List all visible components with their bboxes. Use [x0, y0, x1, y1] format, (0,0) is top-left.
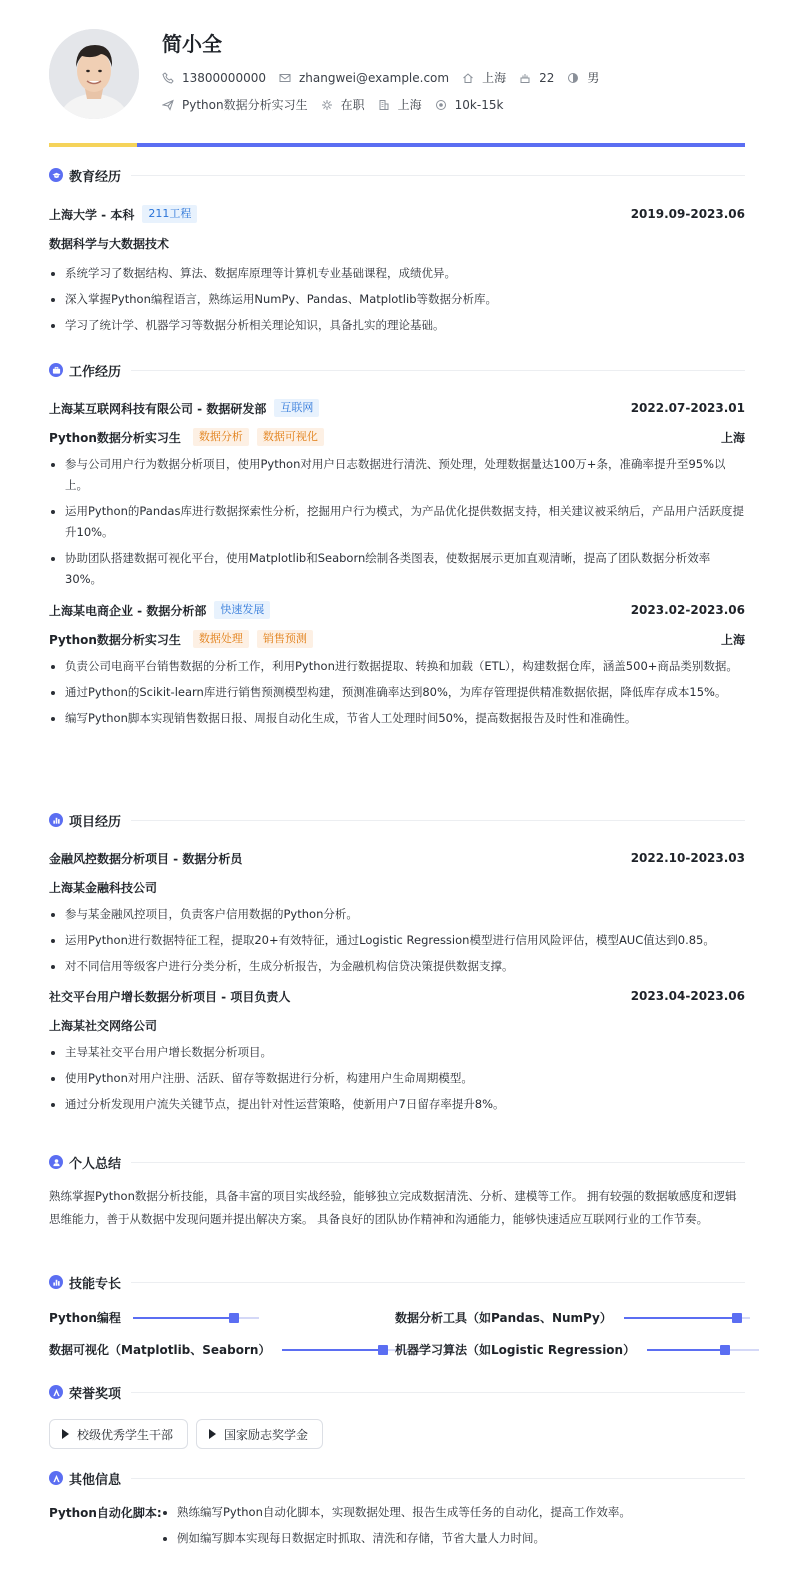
status-icon: [321, 99, 333, 111]
education-item: [49, 204, 745, 336]
skill-item: [49, 1341, 408, 1358]
project-item: [49, 986, 745, 1115]
skill-item: [395, 1309, 750, 1326]
avatar: [49, 29, 139, 119]
awards-list: [49, 1419, 745, 1449]
cake-icon: [519, 72, 531, 84]
coin-icon: [435, 99, 447, 111]
work-section: [49, 360, 745, 734]
section-title: [49, 810, 745, 830]
company-name: 上海某互联网科技有限公司 - 数据研发部: [49, 401, 267, 416]
age-text: 22: [539, 70, 555, 85]
company-tag: 快速发展: [214, 601, 270, 619]
list-item: 熟练编写Python自动化脚本，实现数据处理、报告生成等任务的自动化，提高工作效率。: [161, 1502, 745, 1523]
date-range: 2022.10-2023.03: [630, 851, 745, 865]
section-label: 工作经历: [69, 364, 122, 380]
phone-item: [162, 71, 266, 85]
skill-level-knob: [732, 1313, 742, 1323]
work-bullets: [49, 656, 745, 729]
project-org: 上海某金融科技公司: [49, 880, 158, 895]
award-label: 校级优秀学生干部: [77, 1427, 174, 1442]
section-label: 荣誉奖项: [69, 1386, 122, 1402]
summary-section: [49, 1152, 745, 1231]
section-title: [49, 1468, 745, 1488]
other-bullets: [161, 1502, 745, 1554]
play-icon: [62, 1429, 69, 1439]
target-city-item: [378, 96, 422, 113]
list-item: 负责公司电商平台销售数据的分析工作，利用Python进行数据提取、转换和加载（ETL），构建数据仓库，涵盖500+商品类别数据。: [49, 656, 745, 677]
section-title: [49, 360, 745, 380]
list-item: 编写Python脚本实现销售数据日报、周报自动化生成，节省人工处理时间50%，提高数据报告及时性和准确性。: [49, 708, 745, 729]
date-range: 2023.02-2023.06: [630, 603, 745, 617]
skill-name: 机器学习算法（如Logistic Regression）: [395, 1343, 636, 1357]
play-icon: [209, 1429, 216, 1439]
list-item: 例如编写脚本实现每日数据定时抓取、清洗和存储，节省大量人力时间。: [161, 1528, 745, 1549]
list-item: 协助团队搭建数据可视化平台，使用Matplotlib和Seaborn绘制各类图表，使数据展示更加直观清晰，提高了团队数据分析效率30%。: [49, 548, 745, 590]
skills-section: [49, 1272, 745, 1360]
phone-text: 13800000000: [182, 70, 266, 85]
target-role-text: Python数据分析实习生: [182, 98, 308, 112]
skill-level-knob: [378, 1345, 388, 1355]
section-title: [49, 1272, 745, 1292]
project-item: [49, 848, 745, 977]
graduation-cap-icon: [49, 168, 63, 182]
user-icon: [49, 1155, 63, 1169]
other-section: [49, 1468, 745, 1554]
city-text: 上海: [482, 71, 507, 85]
list-item: 使用Python对用户注册、活跃、留存等数据进行分析，构建用户生命周期模型。: [49, 1068, 745, 1089]
skill-name: 数据可视化（Matplotlib、Seaborn）: [49, 1343, 271, 1357]
school-tag: 211工程: [142, 205, 197, 223]
mail-icon: [279, 72, 291, 84]
list-item: 运用Python的Pandas库进行数据探索性分析，挖掘用户行为模式，为产品优化提供数据支持，相关建议被采纳后，产品用户活跃度提升10%。: [49, 501, 745, 543]
building-icon: [378, 99, 390, 111]
section-label: 技能专长: [69, 1276, 122, 1292]
contact-row: [162, 69, 612, 86]
awards-section: [49, 1382, 745, 1449]
salary-item: [435, 98, 504, 112]
work-bullets: [49, 454, 745, 590]
skill-bar: [282, 1349, 408, 1351]
education-bullets: [49, 263, 745, 336]
project-bullets: [49, 1042, 745, 1115]
briefcase-icon: [49, 363, 63, 377]
major-name: 数据科学与大数据技术: [49, 236, 170, 251]
email-item: [279, 71, 449, 85]
date-range: 2019.09-2023.06: [630, 207, 745, 221]
work-item: [49, 398, 745, 590]
skill-level-knob: [229, 1313, 239, 1323]
award-icon: [49, 1385, 63, 1399]
email-text: zhangwei@example.com: [298, 70, 450, 85]
list-item: 主导某社交平台用户增长数据分析项目。: [49, 1042, 745, 1063]
section-title: [49, 165, 745, 185]
target-role-item: [162, 96, 308, 113]
other-label: Python自动化脚本:: [49, 1506, 162, 1520]
date-range: 2022.07-2023.01: [630, 401, 745, 415]
gender-item: [567, 69, 599, 86]
status-text: 在职: [340, 98, 365, 112]
skill-level-knob: [720, 1345, 730, 1355]
list-item: 运用Python进行数据特征工程，提取20+有效特征，通过Logistic Regression模型进行信用风险评估，模型AUC值达到0.85。: [49, 930, 745, 951]
section-label: 项目经历: [69, 814, 122, 830]
bar-chart-icon: [49, 1275, 63, 1289]
list-item: 深入掌握Python编程语言，熟练运用NumPy、Pandas、Matplotlib等数据分析库。: [49, 289, 745, 310]
list-item: 参与公司用户行为数据分析项目，使用Python对用户日志数据进行清洗、预处理，处理数据量达100万+条，准确率提升至95%以上。: [49, 454, 745, 496]
list-item: 通过分析发现用户流失关键节点，提出针对性运营策略，使新用户7日留存率提升8%。: [49, 1094, 745, 1115]
list-item: 系统学习了数据结构、算法、数据库原理等计算机专业基础课程，成绩优异。: [49, 263, 745, 284]
skill-item: [49, 1309, 259, 1326]
section-title: [49, 1152, 745, 1172]
section-label: 教育经历: [69, 169, 122, 185]
job-intent-row: [162, 96, 516, 113]
company-name: 上海某电商企业 - 数据分析部: [49, 603, 207, 618]
list-item: 学习了统计学、机器学习等数据分析相关理论知识，具备扎实的理论基础。: [49, 315, 745, 336]
list-item: 参与某金融风控项目，负责客户信用数据的Python分析。: [49, 904, 745, 925]
award-icon: [49, 1471, 63, 1485]
section-label: 个人总结: [69, 1156, 122, 1172]
list-item: 对不同信用等级客户进行分类分析，生成分析报告，为金融机构信贷决策提供数据支撑。: [49, 956, 745, 977]
location: 上海: [720, 632, 745, 647]
education-section: [49, 165, 745, 341]
role-tag: 销售预测: [257, 630, 313, 648]
target-city-text: 上海: [397, 98, 422, 112]
summary-text: 熟练掌握Python数据分析技能，具备丰富的项目实战经验，能够独立完成数据清洗、分析、建模等工作。 拥有较强的数据敏感度和逻辑思维能力，善于从数据中发现问题并提出解决方案。 具备良好的团队协作精神和沟通能力，能够快速适应互联网行业的工作节奏。: [49, 1189, 737, 1226]
section-title: [49, 1382, 745, 1402]
status-item: [321, 96, 365, 113]
city-item: [462, 69, 506, 86]
date-range: 2023.04-2023.06: [630, 989, 745, 1003]
skill-name: 数据分析工具（如Pandas、NumPy）: [395, 1311, 612, 1325]
candidate-name: 简小全: [162, 32, 222, 56]
other-item: [49, 1502, 745, 1554]
location: 上海: [720, 430, 745, 445]
skill-bar: [133, 1317, 259, 1319]
project-org: 上海某社交网络公司: [49, 1018, 158, 1033]
award-chip: [49, 1419, 188, 1449]
role-tag: 数据可视化: [257, 428, 324, 446]
award-label: 国家励志奖学金: [224, 1427, 309, 1442]
skill-item: [395, 1341, 759, 1358]
project-name: 金融风控数据分析项目 - 数据分析员: [49, 851, 243, 866]
gender-icon: [567, 72, 579, 84]
header-divider: [49, 143, 745, 147]
section-label: 其他信息: [69, 1472, 122, 1488]
home-icon: [462, 72, 474, 84]
skill-bar: [647, 1349, 759, 1351]
phone-icon: [162, 72, 174, 84]
skill-bar: [624, 1317, 750, 1319]
work-item: [49, 600, 745, 729]
list-item: 通过Python的Scikit-learn库进行销售预测模型构建，预测准确率达到80%，为库存管理提供精准数据依据，降低库存成本15%。: [49, 682, 745, 703]
company-tag: 互联网: [274, 399, 319, 417]
age-item: [519, 71, 554, 85]
role-tag: 数据分析: [193, 428, 249, 446]
role-name: Python数据分析实习生: [49, 430, 181, 445]
skill-name: Python编程: [49, 1311, 121, 1325]
project-bullets: [49, 904, 745, 977]
send-icon: [162, 99, 174, 111]
role-tag: 数据处理: [193, 630, 249, 648]
role-name: Python数据分析实习生: [49, 632, 181, 647]
project-name: 社交平台用户增长数据分析项目 - 项目负责人: [49, 989, 291, 1004]
bar-chart-icon: [49, 813, 63, 827]
resume-header: [49, 0, 745, 148]
salary-text: 10k-15k: [454, 97, 504, 112]
projects-section: [49, 810, 745, 1120]
gender-text: 男: [587, 71, 600, 85]
school-name: 上海大学 - 本科: [49, 207, 135, 222]
skills-grid: [49, 1300, 745, 1360]
award-chip: [196, 1419, 323, 1449]
